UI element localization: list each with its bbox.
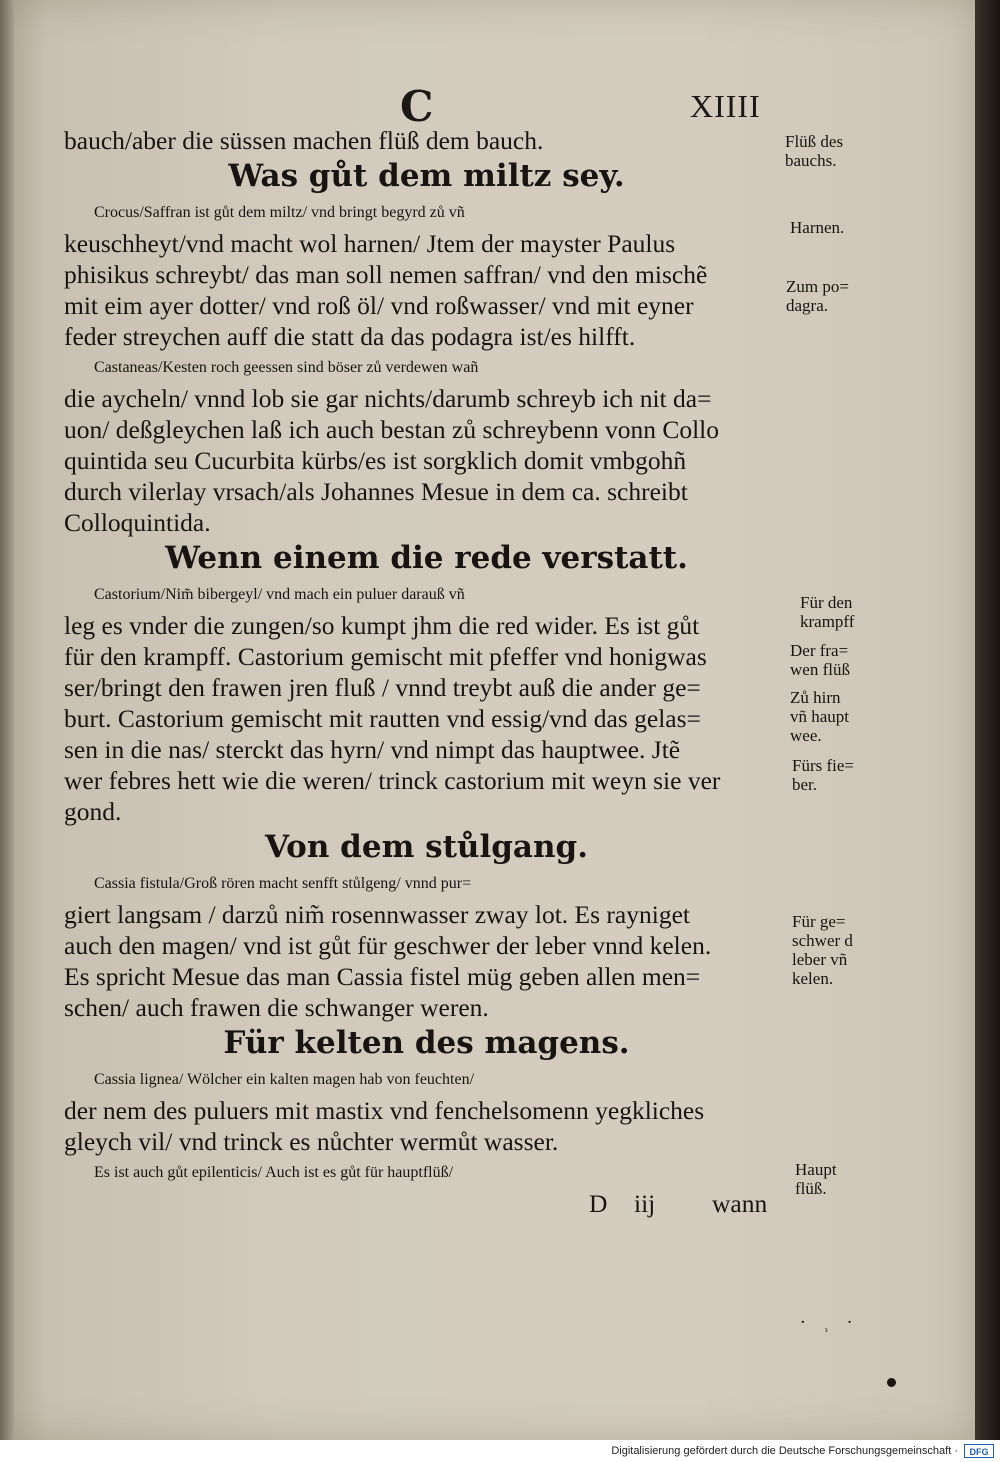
body-lines [64,125,789,1188]
text-line: Castaneas/Kesten roch geessen sind böser zů verdewen wañ [94,359,479,376]
margin-note: Der fra= wen flüß [790,641,850,679]
text-line: bauch/aber die süssen machen flüß dem bauch. [64,126,544,155]
margin-note: Zum po= dagra. [786,277,849,315]
margin-note: Fürs fie= ber. [792,756,854,794]
ink-specks: · ⸒ · [800,1312,859,1333]
text-line: Colloquintida. [64,508,211,537]
margin-note: Harnen. [790,218,845,237]
margin-note: Flüß des bauchs. [785,132,844,170]
text-line: gond. [64,797,122,826]
text-line: ser/bringt den frawen jren fluß / vnnd treybt auß die ander ge= [64,673,701,702]
section-heading: Für kelten des magens. [223,1025,630,1061]
main-text-column [64,125,789,1219]
text-line: burt. Castorium gemischt mit rautten vnd essig/vnd das gelas= [64,704,701,733]
text-line: die aycheln/ vnnd lob sie gar nichts/darumb schreyb ich nit da= [64,384,712,413]
text-line: Crocus/Saffran ist gůt dem miltz/ vnd bringt begyrd zů vñ [94,204,465,221]
folio-number: XIIII [690,88,761,124]
text-line: keuschheyt/vnd macht wol harnen/ Jtem der mayster Paulus [64,229,676,258]
dfg-logo[interactable]: DFG [964,1444,994,1458]
section-heading: Von dem stůlgang. [264,829,589,865]
text-line: für den krampff. Castorium gemischt mit pfeffer vnd honigwas [64,642,707,671]
signature-number: iij [634,1189,656,1218]
text-line: Es ist auch gůt epilenticis/ Auch ist es gůt für hauptflüß/ [94,1164,454,1181]
margin-note: Zů hirn vñ haupt wee. [790,688,850,745]
gathering-signature: C [400,82,434,131]
funding-notice: Digitalisierung gefördert durch die Deutsche Forschungsgemeinschaft · [611,1445,958,1457]
text-line: auch den magen/ vnd ist gůt für geschwer der leber vnnd kelen. [64,931,712,960]
signature-line [64,1188,789,1219]
text-line: mit eim ayer dotter/ vnd roß öl/ vnd roßwasser/ vnd mit eyner [64,291,694,320]
scan-edge-shadow [975,0,1000,1440]
text-line: Cassia fistula/Groß rören macht senfft stůlgeng/ vnnd pur= [94,875,472,892]
text-line: durch vilerlay vrsach/als Johannes Mesue in dem ca. schreibt [64,477,688,506]
text-line: wer febres hett wie die weren/ trinck castorium mit weyn sie ver [64,766,721,795]
binding-fold [0,0,14,1440]
section-heading: Was gůt dem miltz sey. [228,158,625,194]
text-line: giert langsam / darzů nim̃ rosennwasser zway lot. Es rayniget [64,900,690,929]
catchword: wann [712,1189,768,1218]
text-line: Cassia lignea/ Wölcher ein kalten magen hab von feuchten/ [94,1071,475,1088]
text-line: uon/ deßgleychen laß ich auch bestan zů schreybenn vonn Collo [64,415,720,444]
text-line: sen in die nas/ sterckt das hyrn/ vnd nimpt das hauptwee. Jtẽ [64,735,681,764]
margin-note: Für den krampff [800,593,855,631]
text-line: der nem des puluers mit mastix vnd fenchelsomenn yegkliches [64,1096,705,1125]
text-line: Castorium/Nim̃ bibergeyl/ vnd mach ein puluer darauß vñ [94,586,465,603]
ink-spot [887,1378,896,1387]
digitization-footer [0,1440,1000,1462]
margin-note: Haupt flüß. [795,1160,837,1198]
text-line: quintida seu Cucurbita kürbs/es ist sorgklich domit vmbgohñ [64,446,687,475]
section-heading: Wenn einem die rede verstatt. [165,540,688,576]
text-line: leg es vnder die zungen/so kumpt jhm die red wider. Es ist gůt [64,611,700,640]
text-line: Es spricht Mesue das man Cassia fistel müg geben allen men= [64,962,701,991]
signature-mark: D [589,1189,608,1218]
text-line: phisikus schreybt/ das man soll nemen saffran/ vnd den mischẽ [64,260,708,289]
text-line: gleych vil/ vnd trinck es nůchter wermůt wasser. [64,1127,559,1156]
text-line: schen/ auch frawen die schwanger weren. [64,993,489,1022]
margin-note: Für ge= schwer d leber vñ kelen. [792,912,853,988]
text-line: feder streychen auff die statt da das podagra ist/es hilfft. [64,322,636,351]
